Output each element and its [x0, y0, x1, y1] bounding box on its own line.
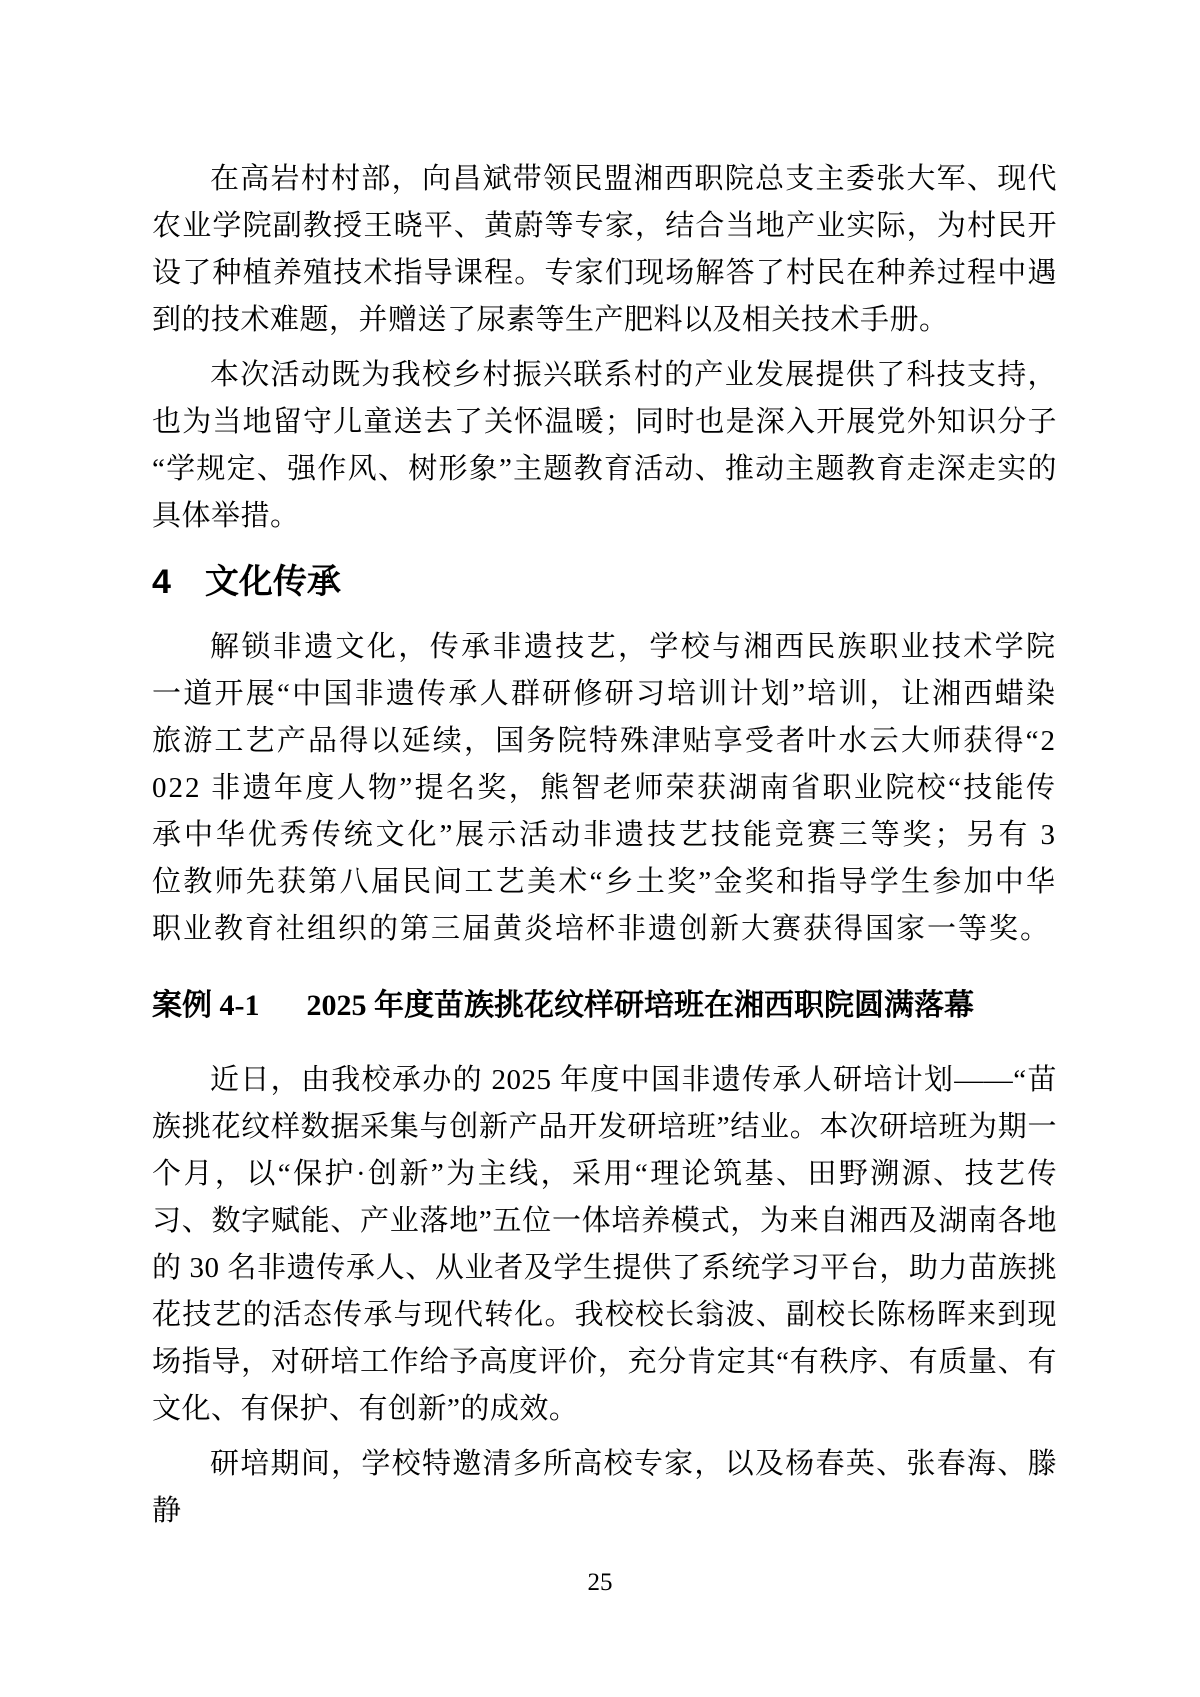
- paragraph-training-experts: 研培期间，学校特邀清多所高校专家，以及杨春英、张春海、滕静: [152, 1448, 1057, 1527]
- paragraph-village-training: 在高岩村村部，向昌斌带领民盟湘西职院总支主委张大军、现代农业学院副教授王晓平、黄蔚等专家，结合当地产业实际，为村民开设了种植养殖技术指导课程。专家们现场解答了村民在种养过程中遇到的技术难题，并赠送了尿素等生产肥料以及相关技术手册。: [152, 163, 1057, 336]
- paragraph-training-class: 近日，由我校承办的 2025 年度中国非遗传承人研培计划——“苗族挑花纹样数据采集与创新产品开发研培班”结业。本次研培班为期一个月，以“保护·创新”为主线，采用“理论筑基、田野溯源、技艺传习、数字赋能、产业落地”五位一体培养模式，为来自湘西及湖南各地的 30 名非遗传承人、从业者及学生提供了系统学习平台，助力苗族挑花技艺的活态传承与现代转化。我校校长翁波、副校长陈杨晖来到现场指导，对研培工作给予高度评价，充分肯定其“有秩序、有质量、有文化、有保护、有创新”的成效。: [152, 1064, 1057, 1425]
- page-footer: [0, 1568, 1200, 1598]
- page-content: [152, 156, 1057, 1543]
- section-heading: [152, 560, 1057, 604]
- case-title: 2025 年度苗族挑花纹样研培班在湘西职院圆满落幕: [306, 989, 974, 1022]
- section-title: 文化传承: [204, 563, 341, 601]
- case-label: 案例 4-1: [152, 989, 260, 1022]
- paragraph-heritage-overview: 解锁非遗文化，传承非遗技艺，学校与湘西民族职业技术学院一道开展“中国非遗传承人群研修研习培训计划”培训，让湘西蜡染旅游工艺产品得以延续，国务院特殊津贴享受者叶水云大师获得“2022 非遗年度人物”提名奖，熊智老师荣获湖南省职业院校“技能传承中华优秀传统文化”展示活动非遗技艺技能竞赛三等奖；另有 3 位教师先获第八届民间工艺美术“乡土奖”金奖和指导学生参加中华职业教育社组织的第三届黄炎培杯非遗创新大赛获得国家一等奖。: [152, 631, 1057, 945]
- case-heading: [152, 985, 1057, 1027]
- section-number: 4: [152, 563, 171, 601]
- page-number: 25: [587, 1569, 613, 1596]
- paragraph-activity-summary: 本次活动既为我校乡村振兴联系村的产业发展提供了科技支持，也为当地留守儿童送去了关怀温暖；同时也是深入开展党外知识分子“学规定、强作风、树形象”主题教育活动、推动主题教育走深走实的具体举措。: [152, 359, 1057, 532]
